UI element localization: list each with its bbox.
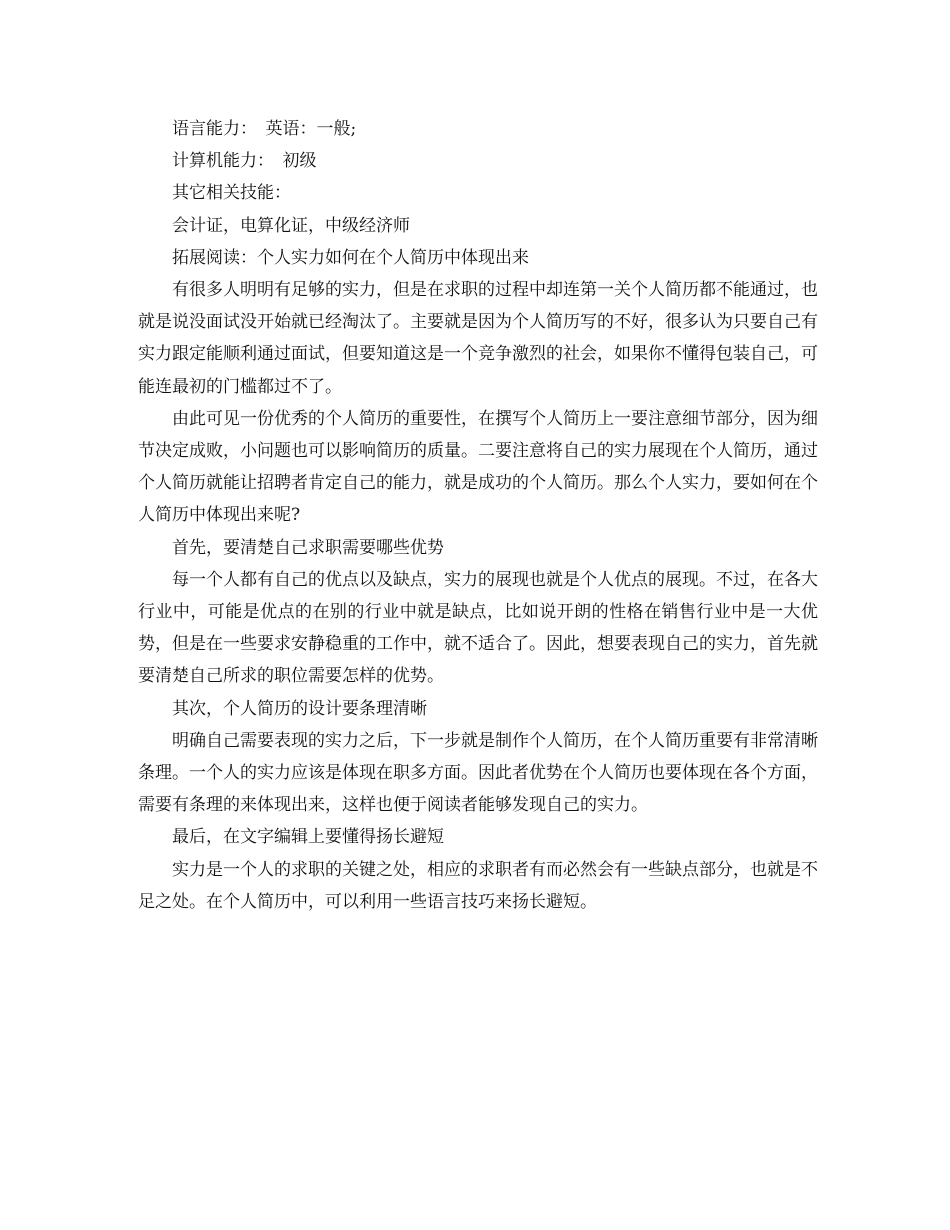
paragraph: 实力是一个人的求职的关键之处，相应的求职者有而必然会有一些缺点部分，也就是不足之处。在个人简历中，可以利用一些语言技巧来扬长避短。: [138, 859, 818, 912]
paragraph: 有很多人明明有足够的实力，但是在求职的过程中却连第一关个人简历都不能通过，也就是说没面试没开始就已经淘汰了。主要就是因为个人简历写的不好，很多认为只要自己有实力跟定能顺利通过面试，但要知道这是一个竞争激烈的社会，如果你不懂得包装自己，可能连最初的门槛都过不了。: [138, 280, 818, 397]
paragraph: 由此可见一份优秀的个人简历的重要性，在撰写个人简历上一要注意细节部分，因为细节决定成败，小问题也可以影响简历的质量。二要注意将自己的实力展现在个人简历，通过个人简历就能让招聘者肯定自己的能力，就是成功的个人简历。那么个人实力，要如何在个人简历中体现出来呢?: [138, 408, 818, 526]
section-heading-second: 其次，个人简历的设计要条理清晰: [172, 698, 427, 719]
section-heading-last: 最后，在文字编辑上要懂得扬长避短: [172, 827, 444, 848]
paragraph: 明确自己需要表现的实力之后，下一步就是制作个人简历，在个人简历重要有非常清晰条理。一个人的实力应该是体现在职多方面。因此者优势在个人简历也要体现在各个方面，需要有条理的来体现出来，这样也便于阅读者能够发现自己的实力。: [138, 730, 818, 816]
paragraph: 每一个人都有自己的优点以及缺点，实力的展现也就是个人优点的展现。不过，在各大行业中，可能是优点的在别的行业中就是缺点，比如说开朗的性格在销售行业中是一大优势，但是在一些要求安静稳重的工作中，就不适合了。因此，想要表现自己的实力，首先就要清楚自己所求的职位需要怎样的优势。: [138, 569, 818, 687]
section-heading-first: 首先，要清楚自己求职需要哪些优势: [172, 537, 444, 558]
computer-skill-line: 计算机能力： 初级: [172, 151, 317, 172]
other-skills-heading: 其它相关技能：: [172, 183, 291, 204]
document-body: [138, 113, 818, 918]
certificates-line: 会计证，电算化证，中级经济师: [172, 215, 410, 236]
language-skill-line: 语言能力： 英语：一般;: [172, 119, 357, 139]
extended-reading-title: 拓展阅读：个人实力如何在个人简历中体现出来: [172, 247, 529, 268]
